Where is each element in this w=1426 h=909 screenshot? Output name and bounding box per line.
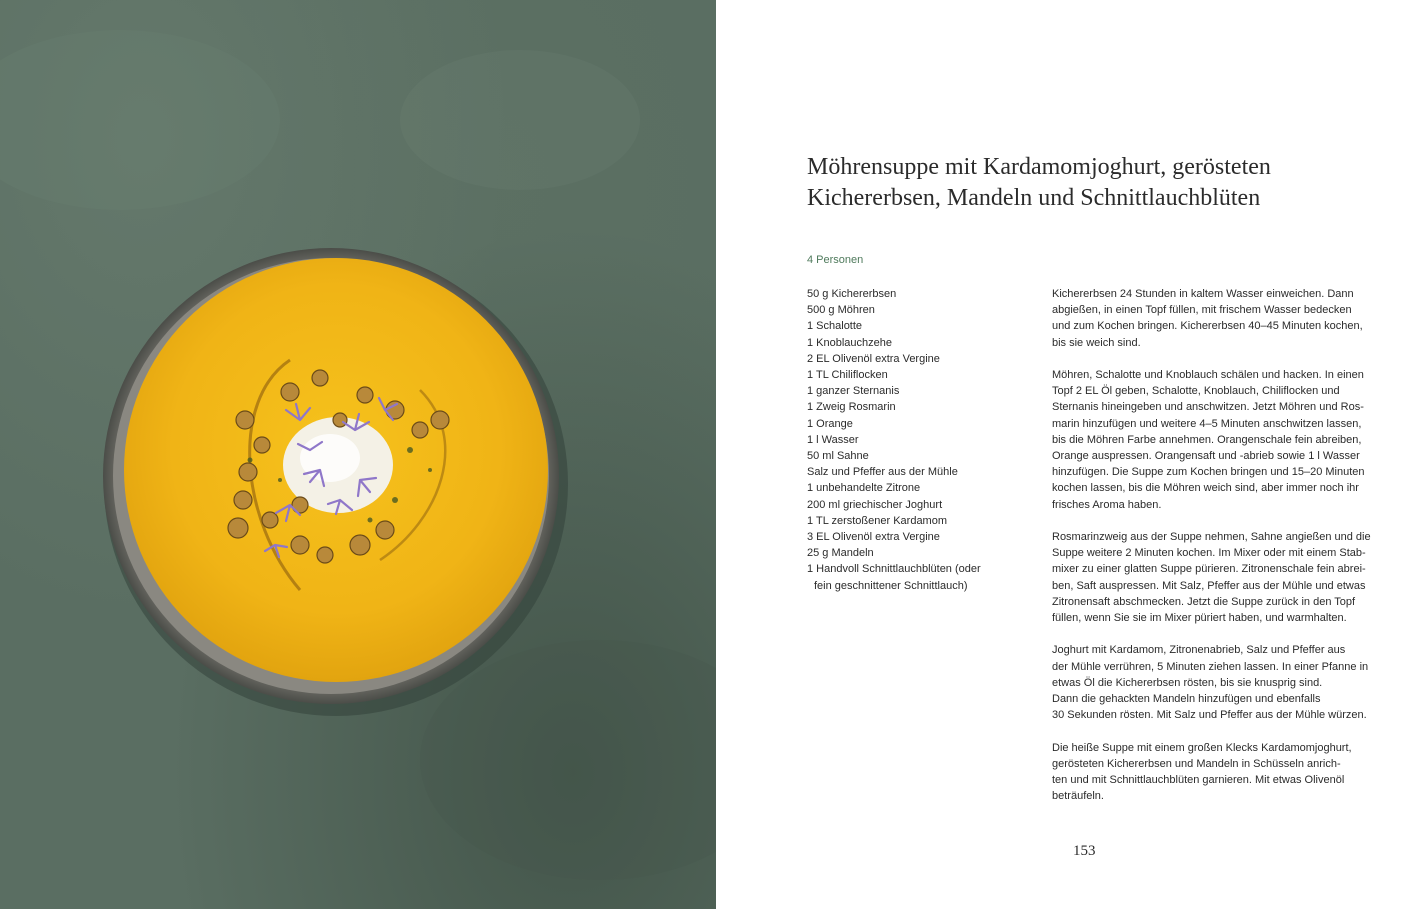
method-line: Dann die gehackten Mandeln hinzufügen und ebenfalls <box>1052 693 1321 706</box>
method-paragraph <box>1052 367 1372 513</box>
method-line: der Mühle verrühren, 5 Minuten ziehen lassen. In einer Pfanne in <box>1052 660 1369 673</box>
method-paragraph <box>1052 286 1372 351</box>
method-text <box>1052 286 1372 821</box>
method-line: gerösteten Kichererbsen und Mandeln in Schüsseln anrich- <box>1052 757 1341 770</box>
ingredient-item: 25 g Mandeln <box>807 547 874 560</box>
servings-label: 4 Personen <box>807 254 864 266</box>
ingredient-item: 2 EL Olivenöl extra Vergine <box>807 352 940 365</box>
method-line: Rosmarinzweig aus der Suppe nehmen, Sahne angießen und die <box>1052 531 1371 544</box>
method-line: frisches Aroma haben. <box>1052 498 1162 511</box>
method-line: 30 Sekunden rösten. Mit Salz und Pfeffer aus der Mühle würzen. <box>1052 709 1367 722</box>
method-line: Suppe weitere 2 Minuten kochen. Im Mixer oder mit einem Stab- <box>1052 547 1366 560</box>
method-line: hinzufügen. Die Suppe zum Kochen bringen und 15–20 Minuten <box>1052 466 1365 479</box>
method-line: Zitronensaft abschmecken. Jetzt die Suppe zurück in den Topf <box>1052 595 1356 608</box>
method-paragraph <box>1052 740 1372 805</box>
ingredient-item: 1 unbehandelte Zitrone <box>807 482 921 495</box>
method-line: bis sie weich sind. <box>1052 336 1141 349</box>
ingredient-item: 500 g Möhren <box>807 304 875 317</box>
ingredient-item: 1 Schalotte <box>807 320 863 333</box>
ingredient-item: 1 TL zerstoßener Kardamom <box>807 514 948 527</box>
method-line: mixer zu einer glatten Suppe pürieren. Zitronenschale fein abrei- <box>1052 563 1366 576</box>
method-line: Orange auspressen. Orangensaft und -abrieb sowie 1 l Wasser <box>1052 450 1360 463</box>
method-paragraph <box>1052 529 1372 626</box>
title-line: Kichererbsen, Mandeln und Schnittlauchblüten <box>807 185 1261 211</box>
method-line: abgießen, in einen Topf füllen, mit frischem Wasser bedecken <box>1052 304 1352 317</box>
ingredient-item: 1 Knoblauchzehe <box>807 336 893 349</box>
title-line: Möhrensuppe mit Kardamomjoghurt, gerösteten <box>807 154 1271 180</box>
method-line: Topf 2 EL Öl geben, Schalotte, Knoblauch, Chiliflocken und <box>1052 385 1340 398</box>
method-line: ben, Saft auspressen. Mit Salz, Pfeffer aus der Mühle und etwas <box>1052 579 1366 592</box>
method-paragraph <box>1052 642 1372 723</box>
method-line: Die heiße Suppe mit einem großen Klecks Kardamomjoghurt, <box>1052 741 1352 754</box>
method-line: Kichererbsen 24 Stunden in kaltem Wasser einweichen. Dann <box>1052 288 1354 300</box>
ingredient-item: fein geschnittener Schnittlauch) <box>814 579 968 592</box>
method-line: beträufeln. <box>1052 790 1104 803</box>
recipe-page <box>716 0 1426 909</box>
ingredient-item: Salz und Pfeffer aus der Mühle <box>807 466 958 479</box>
ingredient-item: 1 ganzer Sternanis <box>807 385 900 398</box>
method-line: marin hinzufügen und weitere 4–5 Minuten anschwitzen lassen, <box>1052 417 1362 430</box>
ingredient-item: 200 ml griechischer Joghurt <box>807 498 943 511</box>
recipe-title <box>807 152 1367 214</box>
ingredients-list <box>807 286 1007 594</box>
method-line: ten und mit Schnittlauchblüten garnieren. Mit etwas Olivenöl <box>1052 774 1345 787</box>
ingredient-item: 50 g Kichererbsen <box>807 288 897 300</box>
method-line: kochen lassen, bis die Möhren weich sind, aber immer noch ihr <box>1052 482 1359 495</box>
method-line: und zum Kochen bringen. Kichererbsen 40–45 Minuten kochen, <box>1052 320 1363 333</box>
method-line: bis die Möhren Farbe annehmen. Orangenschale fein abreiben, <box>1052 433 1362 446</box>
ingredient-item: 3 EL Olivenöl extra Vergine <box>807 531 940 544</box>
ingredient-item: 1 Orange <box>807 417 853 430</box>
ingredient-item: 1 l Wasser <box>807 433 859 446</box>
ingredient-item: 50 ml Sahne <box>807 450 869 463</box>
method-line: etwas Öl die Kichererbsen rösten, bis sie knusprig sind. <box>1052 676 1323 689</box>
ingredient-item: 1 Handvoll Schnittlauchblüten (oder <box>807 563 981 576</box>
method-line: Joghurt mit Kardamom, Zitronenabrieb, Salz und Pfeffer aus <box>1052 644 1346 657</box>
method-line: füllen, wenn Sie sie im Mixer püriert haben, und warmhalten. <box>1052 612 1347 625</box>
page-number: 153 <box>1073 843 1096 859</box>
method-line: Sternanis hineingeben und anschwitzen. Jetzt Möhren und Ros- <box>1052 401 1364 414</box>
method-line: Möhren, Schalotte und Knoblauch schälen und hacken. In einen <box>1052 369 1364 381</box>
ingredient-item: 1 Zweig Rosmarin <box>807 401 896 414</box>
ingredient-item: 1 TL Chiliflocken <box>807 369 888 382</box>
